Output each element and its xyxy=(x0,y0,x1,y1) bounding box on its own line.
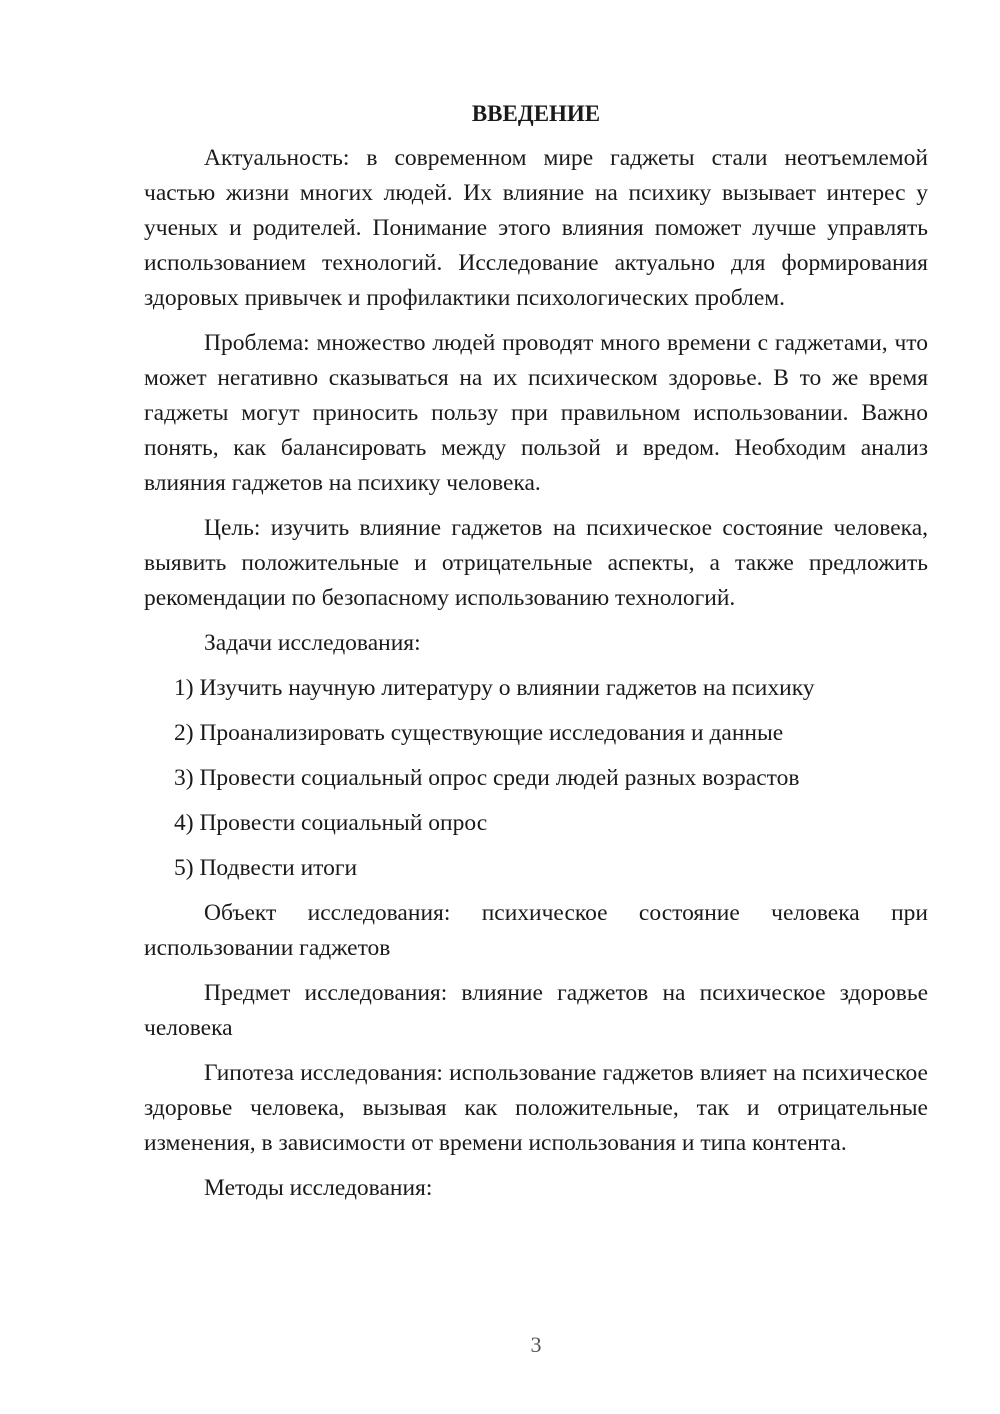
task-item: 5) Подвести итоги xyxy=(174,855,358,881)
task-item: 3) Провести социальный опрос среди людей разных возрастов xyxy=(174,765,800,791)
hypothesis-paragraph: Гипотеза исследования: использование гаджетов влияет на психическое здоровье человека, вызывая как положительные, так и отрицательные изменения, в зависимости от времени использования и типа контента. xyxy=(144,1060,928,1156)
page-number: 3 xyxy=(530,1332,542,1357)
object-paragraph: Объект исследования: психическое состояние человека при использовании гаджетов xyxy=(144,900,928,961)
task-item: 4) Провести социальный опрос xyxy=(174,810,488,836)
tasks-heading: Задачи исследования: xyxy=(204,630,421,656)
tasks-list xyxy=(144,671,928,886)
problem-paragraph: Проблема: множество людей проводят много времени с гаджетами, что может негативно сказываться на их психическом здоровье. В то же время гаджеты могут приносить пользу при правильном использовании. Важно понять, как балансировать между пользой и вредом. Необходим анализ влияния гаджетов на психику человека. xyxy=(144,330,928,496)
subject-paragraph: Предмет исследования: влияние гаджетов на психическое здоровье человека xyxy=(144,980,928,1041)
task-item: 2) Проанализировать существующие исследования и данные xyxy=(174,720,784,746)
page-title: ВВЕДЕНИЕ xyxy=(471,101,601,126)
goal-paragraph: Цель: изучить влияние гаджетов на психическое состояние человека, выявить положительные и отрицательные аспекты, а также предложить рекомендации по безопасному использованию технологий. xyxy=(144,515,928,611)
methods-heading: Методы исследования: xyxy=(204,1175,433,1201)
page-content xyxy=(144,96,928,1206)
task-item: 1) Изучить научную литературу о влиянии гаджетов на психику xyxy=(174,675,815,701)
relevance-paragraph: Актуальность: в современном мире гаджеты стали неотъемлемой частью жизни многих людей. Их влияние на психику вызывает интерес у ученых и родителей. Понимание этого влияния поможет лучше управлять использованием технологий. Исследование актуально для формирования здоровых привычек и профилактики психологических проблем. xyxy=(144,145,928,311)
